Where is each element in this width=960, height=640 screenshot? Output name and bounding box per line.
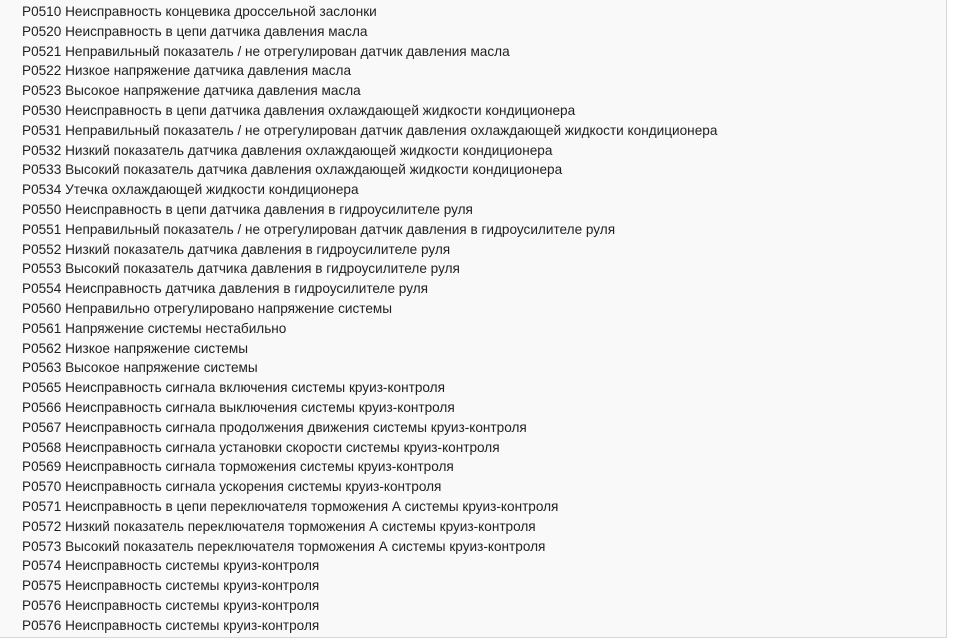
- scrollbar-track[interactable]: [947, 0, 960, 640]
- list-item: [22, 576, 717, 596]
- error-description: Неисправность в цепи переключателя торможения А системы круиз-контроля: [65, 498, 559, 514]
- error-description: Высокий показатель датчика давления охлаждающей жидкости кондиционера: [65, 162, 563, 178]
- list-item: [22, 200, 717, 220]
- list-item: [22, 497, 717, 517]
- error-code: P0551: [22, 221, 62, 237]
- error-description: Низкий показатель датчика давления в гидроусилителе руля: [65, 241, 451, 257]
- error-description: Неправильный показатель / не отрегулирован датчик давления охлаждающей жидкости кондиционера: [65, 122, 718, 138]
- error-description: Высокое напряжение системы: [65, 360, 258, 376]
- error-code: P0570: [22, 479, 62, 495]
- list-item: [22, 22, 717, 42]
- error-code: P0533: [22, 162, 62, 178]
- list-item: [22, 616, 717, 636]
- list-item: [22, 339, 717, 359]
- list-item: [22, 596, 717, 616]
- error-code: P0565: [22, 380, 62, 396]
- error-code: P0571: [22, 498, 62, 514]
- error-code: P0568: [22, 439, 62, 455]
- error-code: P0531: [22, 122, 62, 138]
- list-item: [22, 259, 717, 279]
- error-code-list: [22, 2, 717, 636]
- error-code: P0560: [22, 300, 62, 316]
- error-description: Низкое напряжение системы: [65, 340, 248, 356]
- error-description: Неисправность концевика дроссельной заслонки: [65, 4, 377, 19]
- error-description: Неисправность сигнала продолжения движения системы круиз-контроля: [65, 419, 527, 435]
- list-item: [22, 240, 717, 260]
- list-item: [22, 121, 717, 141]
- list-item: [22, 477, 717, 497]
- list-item: [22, 2, 717, 22]
- error-description: Утечка охлаждающей жидкости кондиционера: [65, 182, 359, 198]
- error-code: P0567: [22, 419, 62, 435]
- error-description: Низкое напряжение датчика давления масла: [65, 63, 352, 79]
- error-code: P0553: [22, 261, 62, 277]
- error-description: Неисправность сигнала ускорения системы круиз-контроля: [65, 479, 442, 495]
- error-description: Низкий показатель датчика давления охлаждающей жидкости кондиционера: [65, 142, 553, 158]
- error-code: P0521: [22, 43, 62, 59]
- error-description: Высокий показатель датчика давления в гидроусилителе руля: [65, 261, 460, 277]
- error-code: P0550: [22, 201, 62, 217]
- error-code: P0532: [22, 142, 62, 158]
- list-item: [22, 319, 717, 339]
- list-item: [22, 141, 717, 161]
- error-description: Неисправность в цепи датчика давления масла: [65, 23, 368, 39]
- error-description: Неисправность сигнала выключения системы круиз-контроля: [65, 399, 455, 415]
- error-code: P0562: [22, 340, 62, 356]
- list-item: [22, 438, 717, 458]
- error-description: Неисправность системы круиз-контроля: [65, 578, 320, 594]
- error-code: P0573: [22, 538, 62, 554]
- list-item: [22, 537, 717, 557]
- list-item: [22, 61, 717, 81]
- error-code: P0534: [22, 182, 62, 198]
- list-item: [22, 378, 717, 398]
- list-item: [22, 418, 717, 438]
- error-code: P0523: [22, 83, 62, 99]
- error-code: P0554: [22, 281, 62, 297]
- error-description: Неисправность сигнала установки скорости системы круиз-контроля: [65, 439, 500, 455]
- list-item: [22, 42, 717, 62]
- list-item: [22, 398, 717, 418]
- error-code: P0576: [22, 617, 62, 633]
- error-description: Неисправность в цепи датчика давления в гидроусилителе руля: [65, 201, 473, 217]
- error-description: Неисправность сигнала торможения системы круиз-контроля: [65, 459, 454, 475]
- error-description: Неправильно отрегулировано напряжение системы: [65, 300, 393, 316]
- list-item: [22, 299, 717, 319]
- list-item: [22, 180, 717, 200]
- error-code: P0566: [22, 399, 62, 415]
- list-item: [22, 457, 717, 477]
- error-description: Неисправность датчика давления в гидроусилителе руля: [65, 281, 428, 297]
- error-description: Неисправность в цепи датчика давления охлаждающей жидкости кондиционера: [65, 102, 576, 118]
- error-description: Высокое напряжение датчика давления масла: [65, 83, 361, 99]
- error-code: P0552: [22, 241, 62, 257]
- list-item: [22, 81, 717, 101]
- list-item: [22, 101, 717, 121]
- error-description: Неисправность системы круиз-контроля: [65, 597, 320, 613]
- error-code: P0522: [22, 63, 62, 79]
- error-code: P0520: [22, 23, 62, 39]
- error-description: Высокий показатель переключателя торможения А системы круиз-контроля: [65, 538, 546, 554]
- error-code: P0575: [22, 578, 62, 594]
- error-description: Неисправность системы круиз-контроля: [65, 558, 320, 574]
- error-code: P0576: [22, 597, 62, 613]
- error-description: Неисправность сигнала включения системы круиз-контроля: [65, 380, 445, 396]
- error-description: Неправильный показатель / не отрегулирован датчик давления в гидроусилителе руля: [65, 221, 616, 237]
- error-code: P0510: [22, 4, 62, 19]
- error-code: P0572: [22, 518, 62, 534]
- error-description: Низкий показатель переключателя торможения А системы круиз-контроля: [65, 518, 536, 534]
- list-item: [22, 279, 717, 299]
- error-description: Напряжение системы нестабильно: [65, 320, 287, 336]
- error-code: P0530: [22, 102, 62, 118]
- list-item: [22, 358, 717, 378]
- list-item: [22, 556, 717, 576]
- error-code: P0561: [22, 320, 62, 336]
- list-item: [22, 517, 717, 537]
- list-item: [22, 160, 717, 180]
- list-item: [22, 220, 717, 240]
- error-code: P0574: [22, 558, 62, 574]
- error-code: P0563: [22, 360, 62, 376]
- error-code: P0569: [22, 459, 62, 475]
- error-description: Неисправность системы круиз-контроля: [65, 617, 320, 633]
- error-description: Неправильный показатель / не отрегулирован датчик давления масла: [65, 43, 510, 59]
